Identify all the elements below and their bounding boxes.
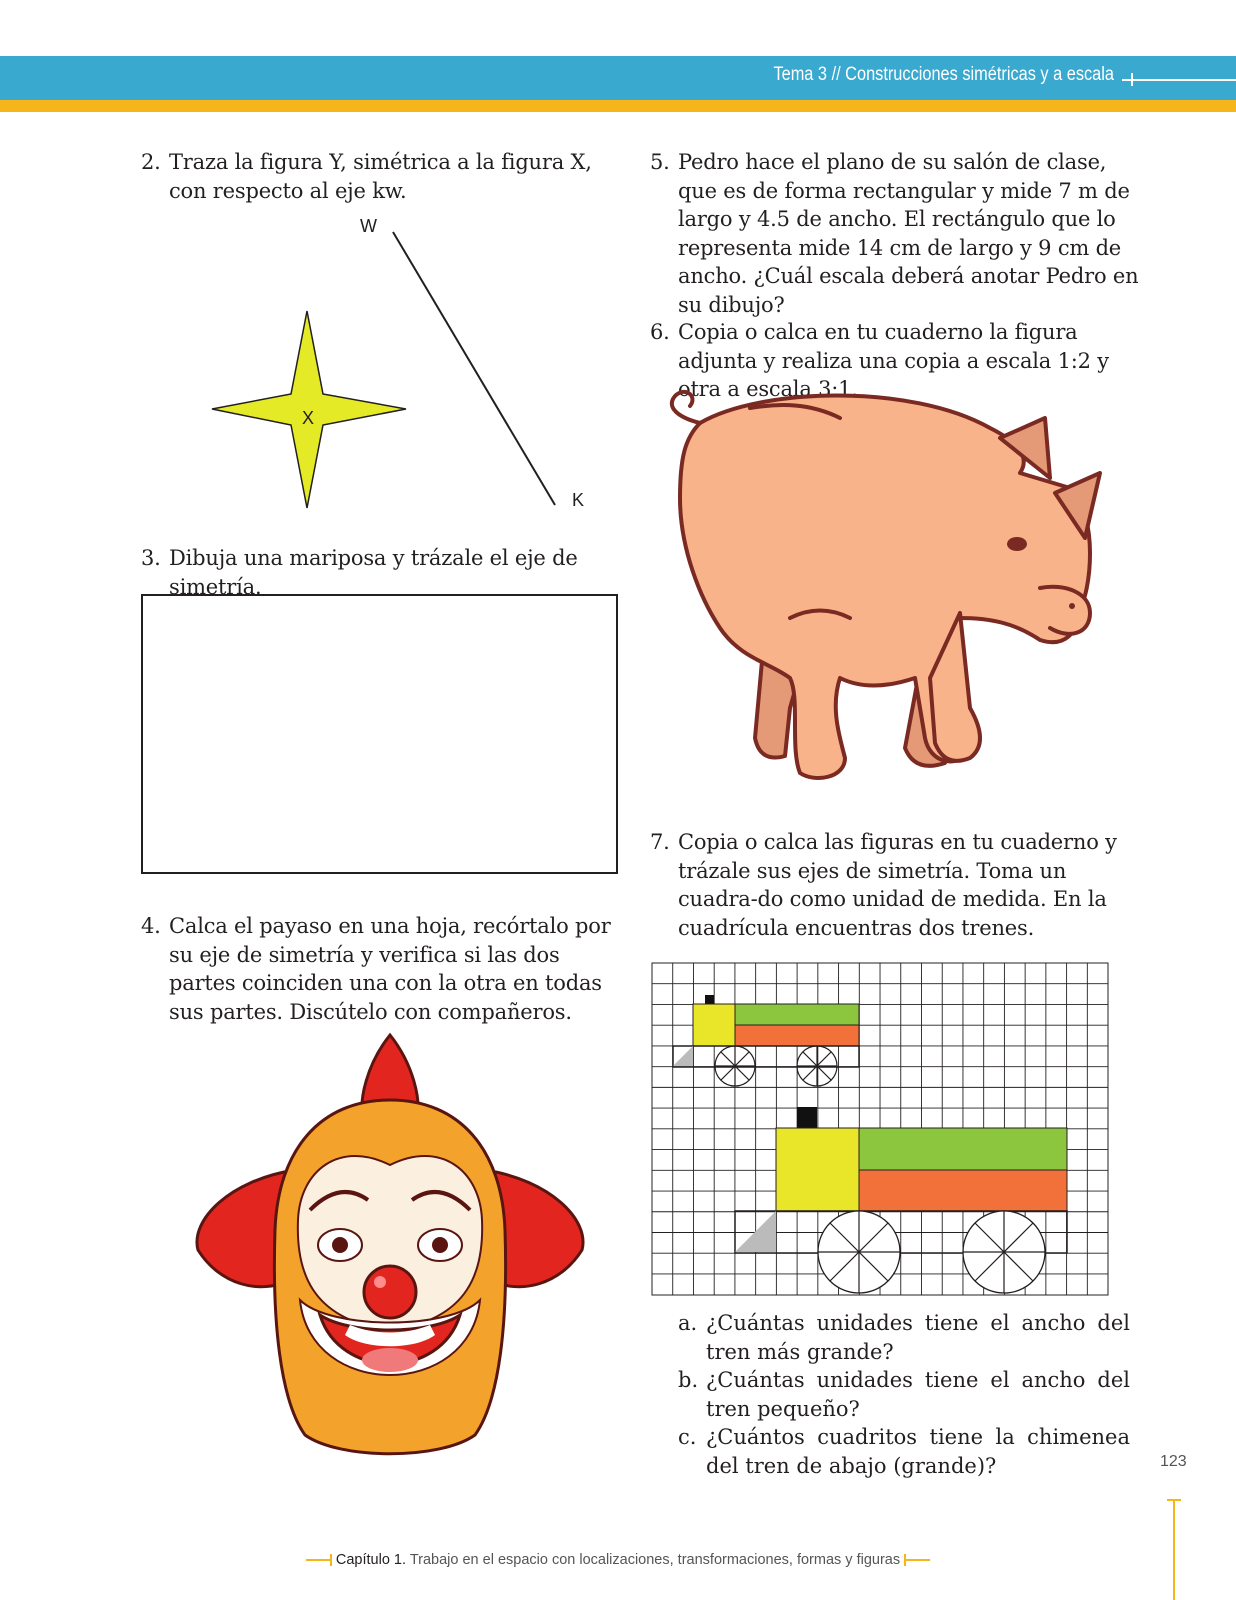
footer [0,1552,1236,1568]
subquestion-a-text: ¿Cuántas unidades tiene el ancho del tren más grande? [706,1311,1130,1364]
header-title: Tema 3 // Construcciones simétricas y a escala [773,64,1114,85]
label-k: K [572,490,585,510]
question-4 [141,912,621,1026]
pig-illustration [660,378,1130,798]
subquestion-a-letter: a. [678,1311,698,1335]
subquestion-b [678,1366,1130,1423]
subquestion-b-letter: b. [678,1368,699,1392]
big-train-car-bottom [859,1170,1067,1211]
question-2 [141,148,601,205]
clown-nose-highlight [374,1276,386,1288]
pig-tail [672,392,700,423]
question-4-text: Calca el payaso en una hoja, recórtalo por su eje de simetría y verifica si las dos partes coinciden una con la otra en todas sus partes. Discútelo con compañeros. [169,914,611,1024]
side-rule [1173,1500,1175,1600]
small-train-car-top [735,1004,859,1025]
pig-eye [1007,537,1027,551]
question-3 [141,544,631,601]
axis-kw-line [393,232,555,505]
question-5-text: Pedro hace el plano de su salón de clase, que es de forma rectangular y mide 7 m de largo y 4.5 de ancho. El rectángulo que lo representa mide 14 cm de largo y 9 cm de ancho. ¿Cuál escala deberá anotar Pedro en su dibujo? [678,150,1139,317]
small-train-chimney [705,995,714,1004]
label-x: X [302,408,315,428]
question-5-number: 5. [650,150,670,174]
subquestion-a [678,1309,1130,1366]
footer-chapter: Capítulo 1. [335,1552,407,1568]
subquestion-c-letter: c. [678,1425,697,1449]
symmetry-figure [200,205,600,515]
clown-tongue [362,1348,418,1372]
page-number: 123 [1160,1453,1187,1470]
question-6-text: Copia o calca en tu cuaderno la figura adjunta y realiza una copia a escala 1:2 y otra a escala 3:1. [678,320,1109,401]
question-6-number: 6. [650,320,670,344]
question-2-text: Traza la figura Y, simétrica a la figura X, con respecto al eje kw. [169,150,592,203]
question-3-number: 3. [141,546,161,570]
question-3-text: Dibuja una mariposa y trázale el eje de simetría. [169,546,578,599]
question-4-number: 4. [141,914,161,938]
subquestion-b-text: ¿Cuántas unidades tiene el ancho del tren pequeño? [706,1368,1130,1421]
label-w: W [360,216,377,236]
footer-deco-left [306,1559,332,1561]
question-7-number: 7. [650,830,670,854]
subquestion-c-text: ¿Cuántos cuadritos tiene la chimenea del tren de abajo (grande)? [706,1425,1130,1478]
footer-deco-right [904,1559,930,1561]
clown-pupil-right [432,1237,448,1253]
train-grid [651,962,1111,1298]
subquestion-c [678,1423,1130,1480]
question-2-number: 2. [141,150,161,174]
small-train-cabin [693,1004,735,1046]
header-stripe [0,100,1236,112]
pig-nostril [1069,603,1075,609]
question-7 [650,828,1130,942]
small-train-car-bottom [735,1025,859,1046]
question-7-text: Copia o calca las figuras en tu cuaderno y trázale sus ejes de simetría. Toma un cuadra-do como unidad de medida. En la cuadrícula encuentras dos trenes. [678,830,1117,940]
big-train-cabin [776,1128,859,1211]
clown-nose [364,1266,416,1318]
header-rule [1122,79,1236,81]
big-train-chimney [797,1107,817,1128]
footer-title: Trabajo en el espacio con localizaciones, transformaciones, formas y figuras [409,1552,901,1568]
clown-pupil-left [332,1237,348,1253]
question-5 [650,148,1140,319]
header-rule-tick [1131,73,1133,86]
drawing-answer-box [141,594,618,874]
clown-illustration [190,1030,590,1470]
big-train-car-top [859,1128,1067,1170]
